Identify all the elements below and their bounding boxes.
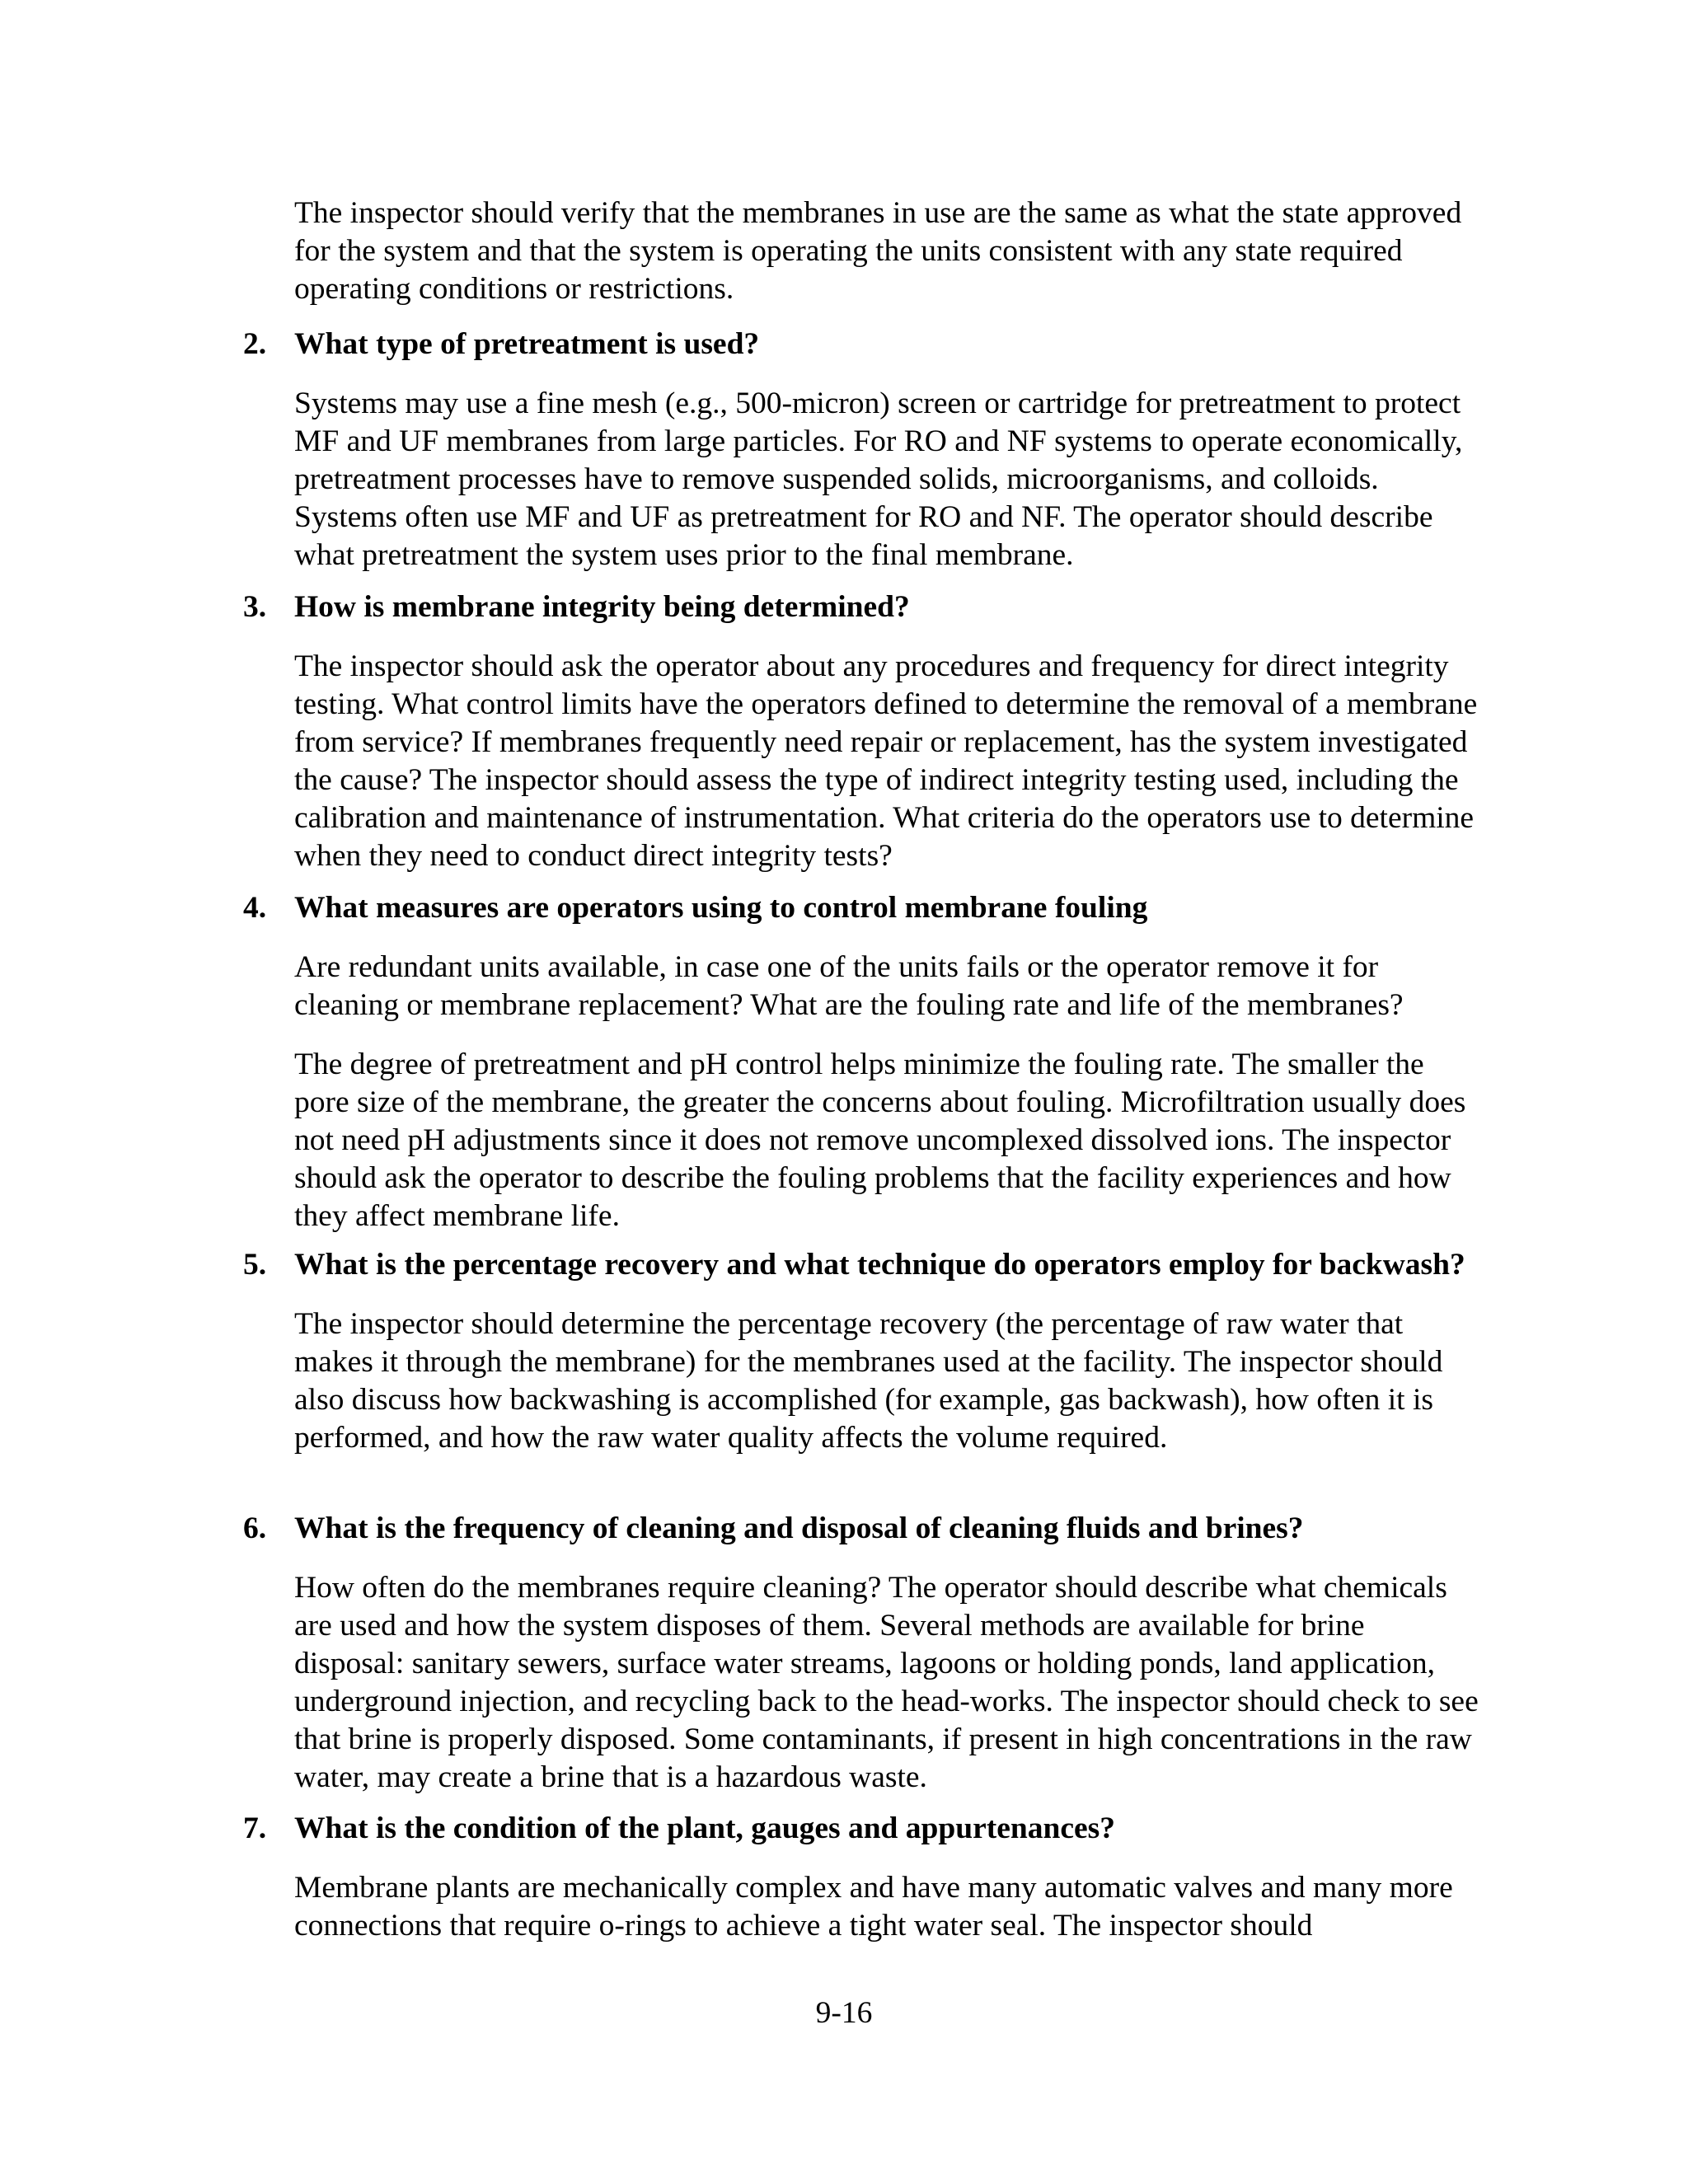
- item-number: 6.: [243, 1511, 267, 1545]
- item-number: 5.: [243, 1248, 267, 1282]
- item-title: What is the percentage recovery and what technique do operators employ for backwash?: [294, 1248, 1465, 1282]
- intro-paragraph: The inspector should verify that the membranes in use are the same as what the state approved for the system and that the system is operating the units consistent with any state required operating conditions or restrictions.: [294, 196, 1462, 306]
- item-heading: [0, 1246, 1688, 1284]
- item-paragraph: The inspector should determine the percentage recovery (the percentage of raw water that makes it through the membrane) for the membranes used at the facility. The inspector should also discuss how backwashing is accomplished (for example, gas backwash), how often it is performed, and how the raw water quality affects the volume required.: [294, 1307, 1443, 1455]
- item-paragraph: How often do the membranes require cleaning? The operator should describe what chemicals are used and how the system disposes of them. Several methods are available for brine disposal: sanitary sewers, surface water streams, lagoons or holding ponds, land application, underground injection, and recycling back to the head-works. The inspector should check to see that brine is properly disposed. Some contaminants, if present in high concentrations in the raw water, may create a brine that is a hazardous waste.: [294, 1571, 1479, 1794]
- item-paragraph: Are redundant units available, in case one of the units fails or the operator remove it for cleaning or membrane replacement? What are the fouling rate and life of the membranes?: [294, 950, 1404, 1022]
- item-title: What is the frequency of cleaning and disposal of cleaning fluids and brines?: [294, 1511, 1304, 1545]
- item-title: How is membrane integrity being determined?: [294, 590, 910, 624]
- item-number: 4.: [243, 891, 267, 925]
- item-heading: [0, 1510, 1688, 1548]
- item-paragraph: The inspector should ask the operator about any procedures and frequency for direct integrity testing. What control limits have the operators defined to determine the removal of a membrane from service? If membranes frequently need repair or replacement, has the system investigated the cause? The inspector should assess the type of indirect integrity testing used, including the calibration and maintenance of instrumentation. What criteria do the operators use to determine when they need to conduct direct integrity tests?: [294, 649, 1478, 873]
- item-heading: [0, 326, 1688, 363]
- item-number: 2.: [243, 327, 267, 361]
- page-number: 9-16: [815, 1996, 873, 2030]
- item-number: 3.: [243, 590, 267, 624]
- item-title: What is the condition of the plant, gauges and appurtenances?: [294, 1811, 1115, 1845]
- list-item-6: [0, 1510, 1688, 1797]
- item-heading: [0, 889, 1688, 927]
- item-paragraph: Systems may use a fine mesh (e.g., 500-micron) screen or cartridge for pretreatment to protect MF and UF membranes from large particles. For RO and NF systems to operate economically, pretreatment processes have to remove suspended solids, microorganisms, and colloids. Systems often use MF and UF as pretreatment for RO and NF. The operator should describe what pretreatment the system uses prior to the final membrane.: [294, 387, 1463, 572]
- item-paragraph: Membrane plants are mechanically complex and have many automatic valves and many more connections that require o-rings to achieve a tight water seal. The inspector should: [294, 1871, 1453, 1943]
- item-title: What type of pretreatment is used?: [294, 327, 760, 361]
- list-item-2: [0, 326, 1688, 574]
- item-heading: [0, 588, 1688, 626]
- list-item-3: [0, 588, 1688, 875]
- item-paragraph: The degree of pretreatment and pH control helps minimize the fouling rate. The smaller the pore size of the membrane, the greater the concerns about fouling. Microfiltration usually does not need pH adjustments since it does not remove uncomplexed dissolved ions. The inspector should ask the operator to describe the fouling problems that the facility experiences and how they affect membrane life.: [294, 1047, 1466, 1233]
- item-title: What measures are operators using to control membrane fouling: [294, 891, 1148, 925]
- item-number: 7.: [243, 1811, 267, 1845]
- list-item-5: [0, 1246, 1688, 1457]
- list-item-7: [0, 1810, 1688, 1945]
- item-heading: [0, 1810, 1688, 1848]
- list-item-4: [0, 889, 1688, 1235]
